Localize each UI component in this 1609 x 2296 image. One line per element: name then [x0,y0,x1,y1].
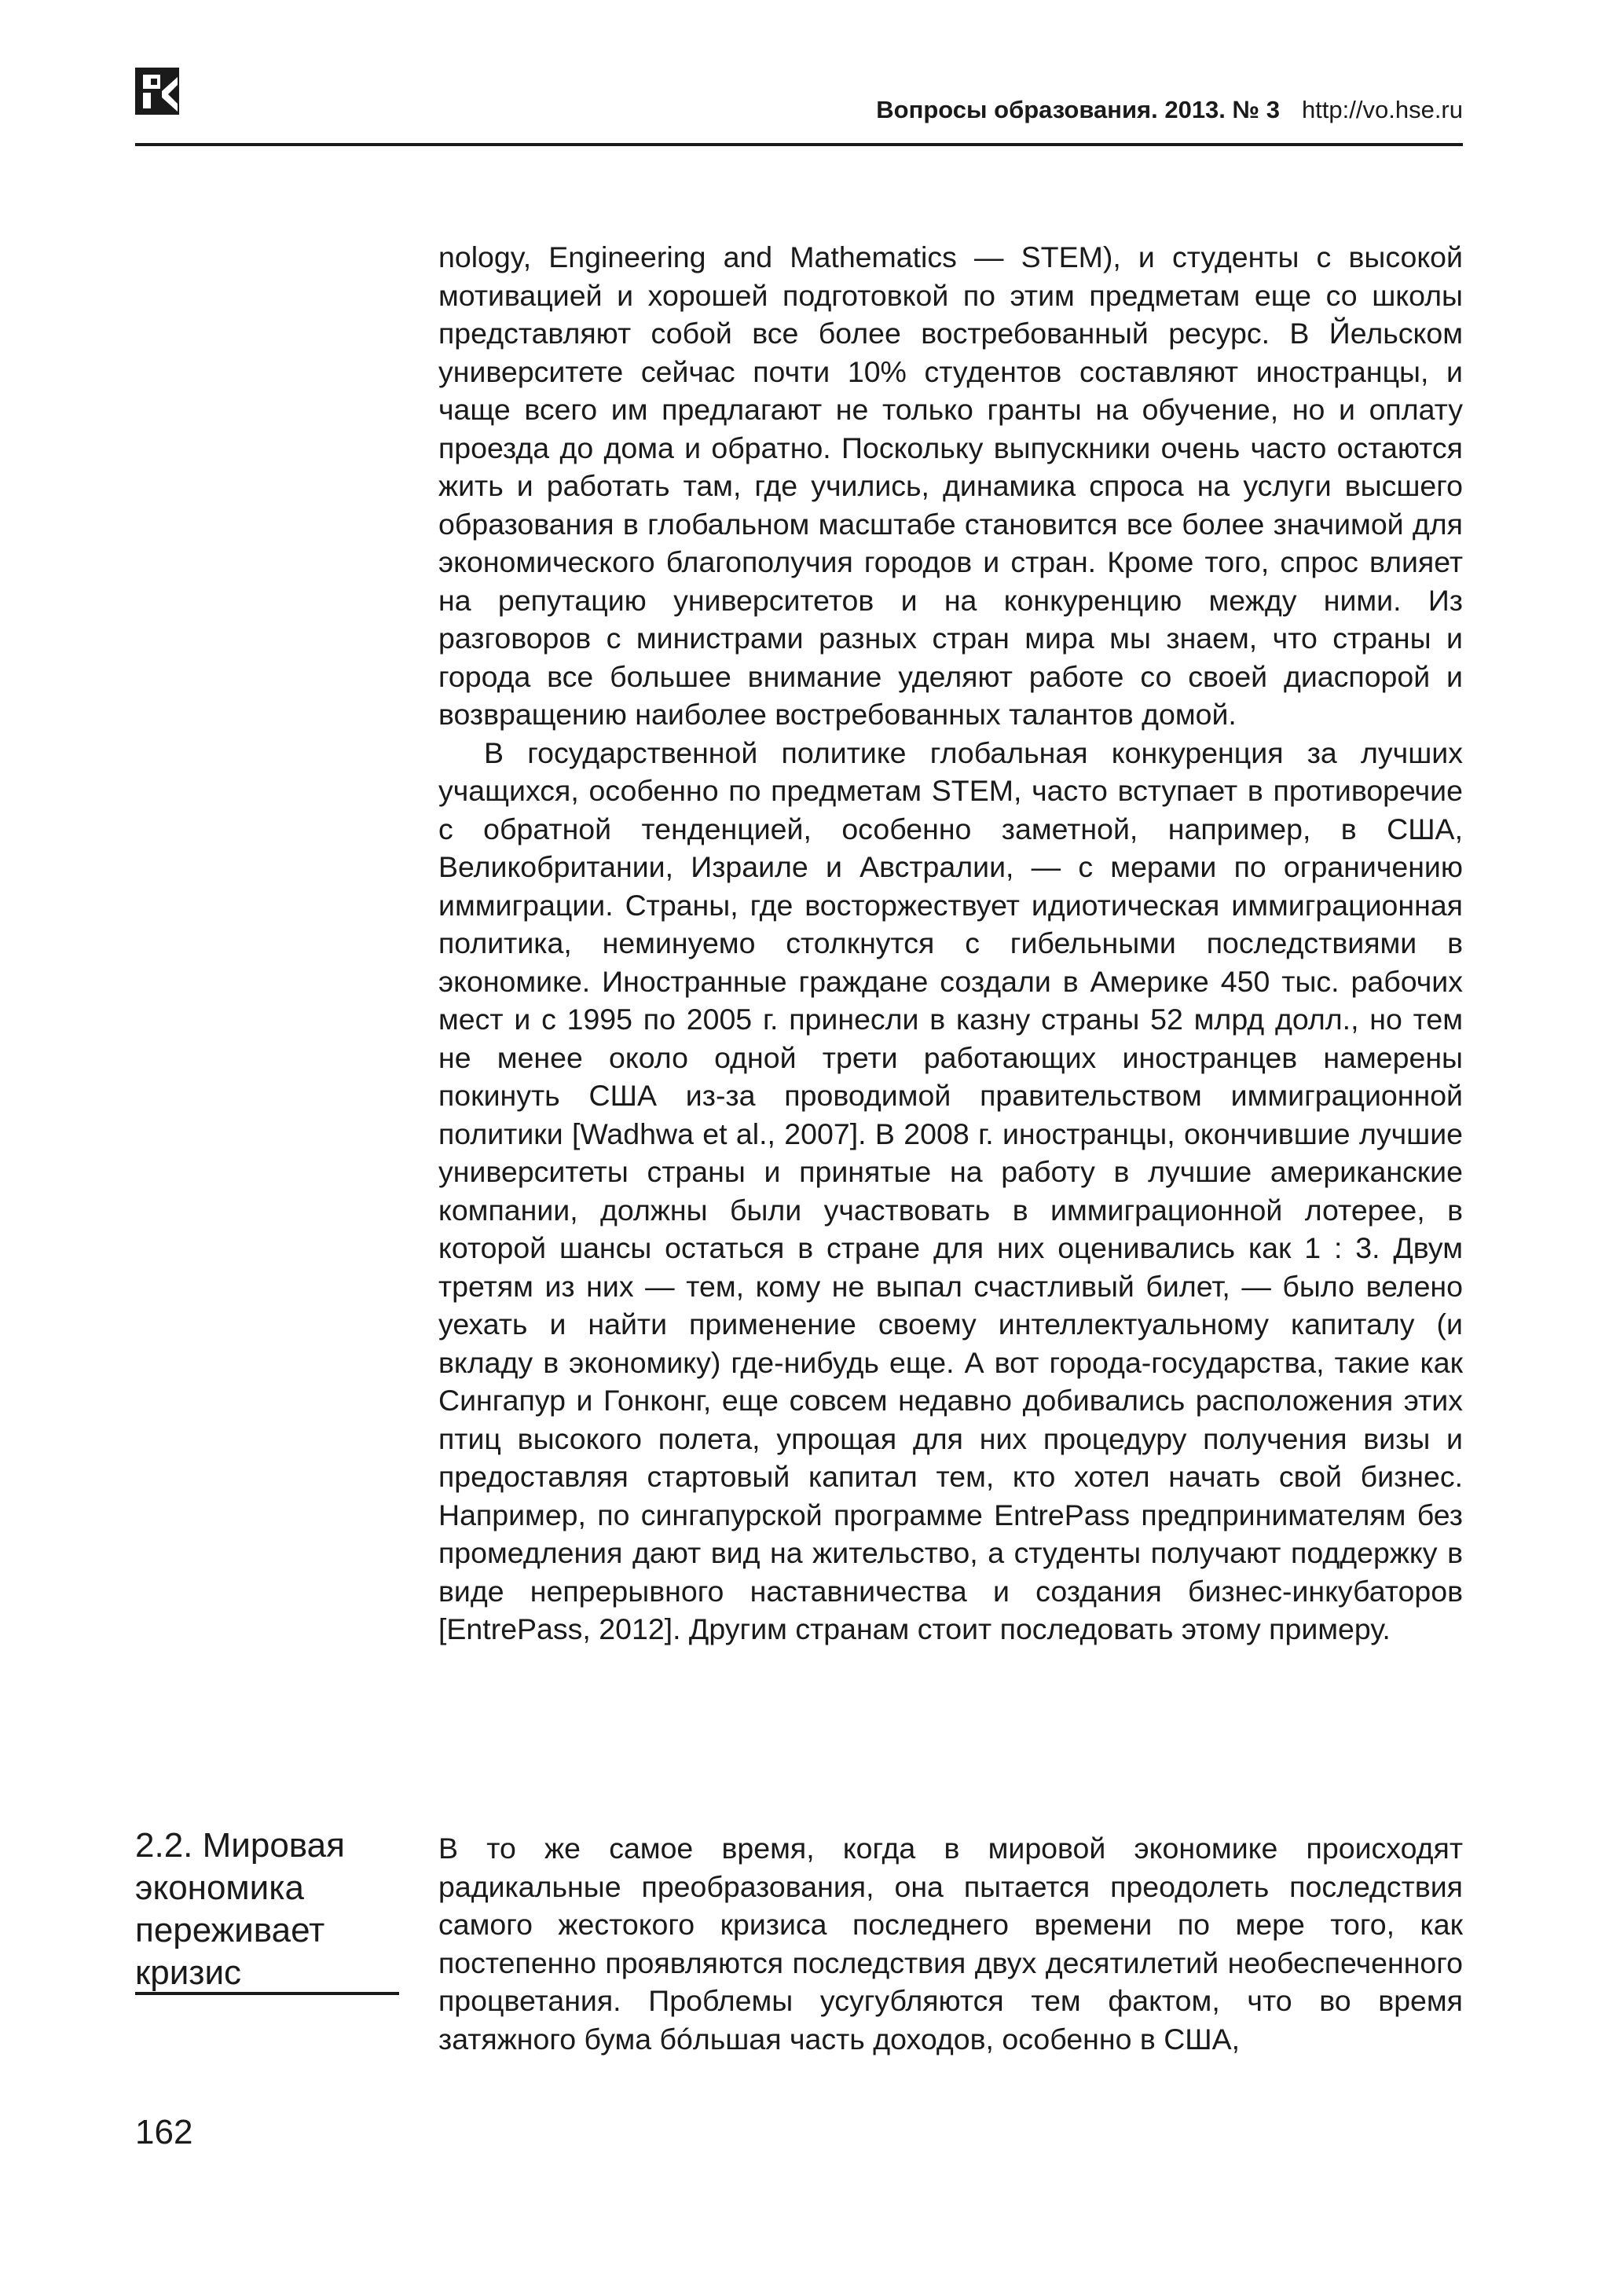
body-paragraph-2: В государственной политике глобальная конкуренция за лучших учащихся, особенно по предметам STEM, часто вступает в противоречие с обратной тенденцией, особенно заметной, например, в США, Великобритании, Израиле и Австралии, — с мерами по ограничению иммиграции. Страны, где восторжествует идиотическая иммиграционная политика, неминуемо столкнутся с гибельными последствиями в экономике. Иностранные граждане создали в Америке 450 тыс. рабочих мест и с 1995 по 2005 г. принесли в казну страны 52 млрд долл., но тем не менее около одной трети работающих иностранцев намерены покинуть США из-за проводимой правительством иммиграционной политики [Wadhwa et al., 2007]. В 2008 г. иностранцы, окончившие лучшие университеты страны и принятые на работу в лучшие американские компании, должны были участвовать в иммиграционной лотерее, в которой шансы остаться в стране для них оценивались как 1 : 3. Двум третям из них — тем, кому не выпал счастливый билет, — было велено уехать и найти применение своему интеллектуальному капиталу (и вкладу в экономику) где-нибудь еще. А вот города-государства, такие как Сингапур и Гонконг, еще совсем недавно добивались расположения этих птиц высокого полета, упрощая для них процедуру получения визы и предоставляя стартовый капитал тем, кто хотел начать свой бизнес. Например, по сингапурской программе EntrePass предпринимателям без промедления дают вид на жительство, а студенты получают поддержку в виде непрерывного наставничества и создания бизнес-инкубаторов [EntrePass, 2012]. Другим странам стоит последовать этому примеру. [438,735,1463,1645]
section-heading: 2.2. Мировая экономика переживает кризис [135,1826,345,1992]
running-header [135,94,1463,146]
journal-url[interactable]: http://vo.hse.ru [1301,96,1463,123]
section-2-text-column [438,1829,1463,2058]
body-paragraph-1: nology, Engineering and Mathematics — STEM), и студенты с высокой мотивацией и хорошей подготовкой по этим предметам еще со школы представляют собой все более востребованный ресурс. В Йельском университете сейчас почти 10% студентов составляют иностранцы, и чаще всего им предлагают не только гранты на обучение, но и оплату проезда до дома и обратно. Поскольку выпускники очень часто остаются жить и работать там, где учились, динамика спроса на услуги высшего образования в глобальном масштабе становится все более значимой для экономического благополучия городов и стран. Кроме того, спрос влияет на репутацию университетов и на конкуренцию между ними. Из разговоров с министрами разных стран мира мы знаем, что страны и города все большее внимание уделяют работе со своей диаспорой и возвращению наиболее востребованных талантов домой. [438,240,1463,731]
section-heading-rule [135,1992,399,1995]
page-number: 162 [135,2113,193,2151]
journal-title: Вопросы образования. 2013. № 3 [876,96,1280,123]
main-text-column [438,238,1463,1649]
body-paragraph-3: В то же самое время, когда в мировой экономике происходят радикальные преобразования, она пытается преодолеть последствия самого жестокого кризиса последнего времени по мере того, как постепенно проявляются последствия двух десятилетий необеспеченного процветания. Проблемы усугубляются тем фактом, что во время затяжного бума бóльшая часть доходов, особенно в США, [438,1832,1463,2056]
